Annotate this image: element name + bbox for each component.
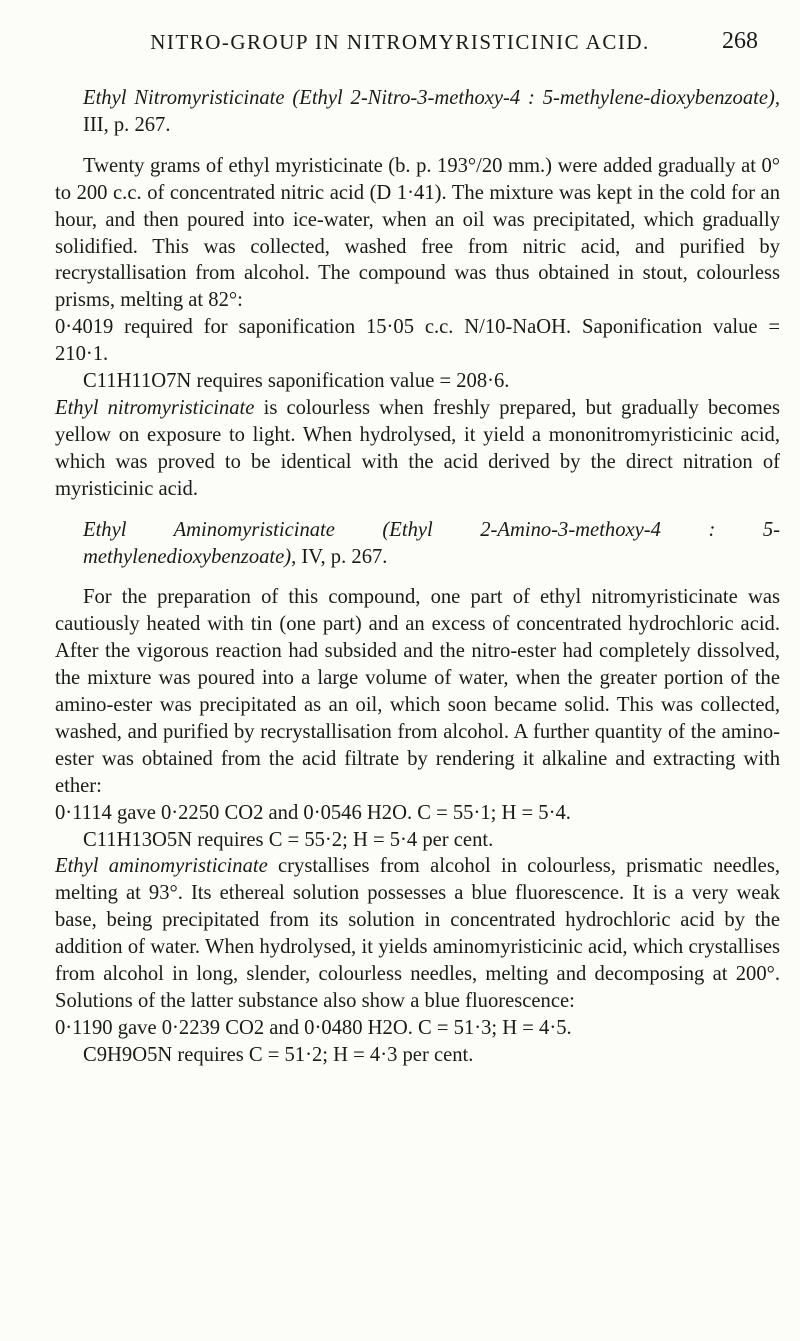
analysis-acid-combustion: 0·1190 gave 0·2239 CO2 and 0·0480 H2O. C = 51·3; H = 4·5. xyxy=(55,1016,572,1039)
paragraph-amino-preparation: For the preparation of this compound, one part of ethyl nitromyristicinate was cautiously heated with tin (one part) and an excess of concentrated hydrochloric acid. After the vigorous reaction had subsided and the nitro-ester had completely dissolved, the mixture was poured into a large volume of water, when the greater portion of the amino-ester was precipitated as an oil, which soon became solid. This was collected, washed, and purified by recrystallisation from alcohol. A further quantity of the amino-ester was obtained from the acid filtrate by rendering it alkaline and extracting with ether: xyxy=(55,586,780,797)
section-heading-nitro xyxy=(55,85,780,139)
heading-amino-ref: IV, p. 267. xyxy=(296,545,388,568)
paragraph-amino-properties xyxy=(55,853,780,1014)
section-heading-amino xyxy=(55,517,780,571)
compound-name-amino: Ethyl aminomyristicinate xyxy=(55,855,268,878)
heading-nitro-ref: III, p. 267. xyxy=(83,113,171,136)
analysis-nitro-formula: C11H11O7N requires saponification value = 208·6. xyxy=(83,370,510,393)
compound-name-nitro: Ethyl nitromyristicinate xyxy=(55,396,255,419)
page-number: 268 xyxy=(722,28,758,54)
analysis-amino-combustion: 0·1114 gave 0·2250 CO2 and 0·0546 H2O. C = 55·1; H = 5·4. xyxy=(55,801,571,824)
analysis-amino-formula: C11H13O5N requires C = 55·2; H = 5·4 per cent. xyxy=(83,828,494,851)
paragraph-amino-properties-text: crystallises from alcohol in colourless, prismatic needles, melting at 93°. Its ethereal solution possesses a blue fluorescence. It is a very weak base, being precipitated from its solution in concentrated hydrochloric acid by the addition of water. When hydrolysed, it yields aminomyristicinic acid, which crystallises from alcohol in long, slender, colourless needles, melting and decomposing at 200°. Solutions of the latter substance also show a blue fluorescence: xyxy=(55,855,780,1012)
running-title: NITRO-GROUP IN NITROMYRISTICINIC ACID. xyxy=(150,30,650,54)
heading-nitro-name: Ethyl Nitromyristicinate (Ethyl 2-Nitro-3-methoxy-4 : 5-methylene-dioxybenzoate), xyxy=(83,87,780,109)
paragraph-nitro-properties-text: is colourless when freshly prepared, but gradually becomes yellow on exposure to light. When hydrolysed, it yield a mononitromyristicinic acid, which was proved to be identical with the acid derived by the direct nitration of myristicinic acid. xyxy=(55,396,781,500)
paragraph-nitro-properties xyxy=(55,395,780,503)
body-text xyxy=(55,85,780,1069)
heading-amino-name: Ethyl Aminomyristicinate (Ethyl 2-Amino-3-methoxy-4 : 5-methylenedioxybenzoate), xyxy=(83,518,780,568)
running-head xyxy=(40,16,760,56)
paragraph-nitro-preparation: Twenty grams of ethyl myristicinate (b. p. 193°/20 mm.) were added gradually at 0° to 200 c.c. of concentrated nitric acid (D 1·41). The mixture was kept in the cold for an hour, and then poured into ice-water, when an oil was precipitated, which gradually solidified. This was collected, washed free from nitric acid, and purified by recrystallisation from alcohol. The compound was thus obtained in stout, colourless prisms, melting at 82°: xyxy=(55,154,780,312)
analysis-acid-formula: C9H9O5N requires C = 51·2; H = 4·3 per cent. xyxy=(83,1043,474,1066)
analysis-nitro-saponification: 0·4019 required for saponification 15·05 c.c. N/10-NaOH. Saponification value = 210·1. xyxy=(55,316,780,366)
